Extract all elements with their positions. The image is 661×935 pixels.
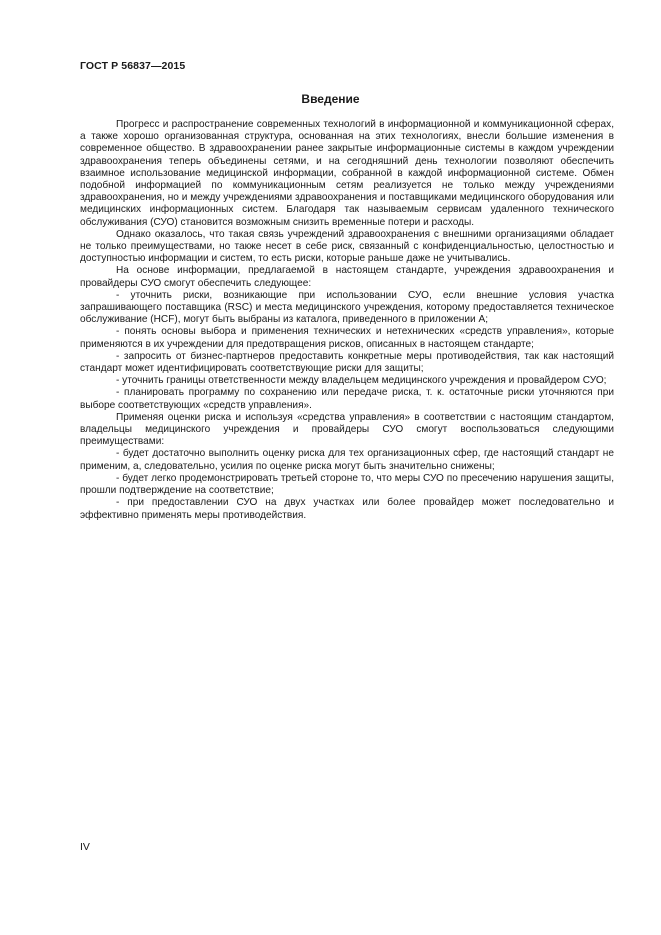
paragraph: Применяя оценки риска и используя «средства управления» в соответствии с настоящим стандартом, владельцы медицинского учреждения и провайдеры СУО смогут воспользоваться следующими преимуществами:	[80, 411, 614, 448]
body-text	[80, 119, 614, 522]
paragraph: Прогресс и распространение современных технологий в информационной и коммуникационной сферах, а также хорошо организованная структура, основанная на этих технологиях, внесли большие изменения в современное общество. В здравоохранении ранее закрытые информационные системы в каждом учреждении здравоохранения теперь объединены сетями, и на сегодняшний день технологии позволяют обеспечить взаимное использование медицинской информации, собранной в каждой информационной системе. Обмен подобной информацией по коммуникационным сетям реализуется не только между учреждениями здравоохранения, но и между учреждениями здравоохранения и поставщиками медицинского оборудования или медицинских информационных систем. Благодаря так называемым сервисам удаленного технического обслуживания (СУО) становится возможным снизить временные потери и расходы.	[80, 119, 614, 228]
list-item: - планировать программу по сохранению или передаче риска, т. к. остаточные риски уточняются при выборе соответствующих «средств управления».	[80, 387, 614, 411]
list-item: - уточнить границы ответственности между владельцем медицинского учреждения и провайдером СУО;	[116, 375, 607, 387]
section-title: Введение	[301, 92, 360, 106]
paragraph: На основе информации, предлагаемой в настоящем стандарте, учреждения здравоохранения и провайдеры СУО смогут обеспечить следующее:	[80, 265, 614, 289]
list-item: - понять основы выбора и применения технических и нетехнических «средств управления», которые применяются в их учреждении для предотвращения рисков, описанных в настоящем стандарте;	[80, 326, 614, 350]
list-item: - уточнить риски, возникающие при использовании СУО, если внешние условия участка запрашивающего поставщика (RSC) и места медицинского учреждения, которому предоставляется техническое обслуживание (HCF), могут быть выбраны из каталога, приведенного в приложении А;	[80, 289, 614, 326]
document-code: ГОСТ Р 56837—2015	[80, 60, 186, 72]
list-item: - будет достаточно выполнить оценку риска для тех организационных сфер, где настоящий стандарт не применим, а, следовательно, усилия по оценке риска могут быть значительно снижены;	[80, 448, 614, 472]
list-item: - запросить от бизнес-партнеров предоставить конкретные меры противодействия, так как настоящий стандарт может идентифицировать соответствующие риски для защиты;	[80, 350, 614, 375]
page-number: IV	[80, 841, 90, 853]
paragraph: Однако оказалось, что такая связь учреждений здравоохранения с внешними организациями обладает не только преимуществами, но также несет в себе риск, связанный с конфиденциальностью, целостностью и доступностью информации и систем, то есть риски, которые раньше даже не учитывались.	[80, 228, 614, 265]
list-item: - при предоставлении СУО на двух участках или более провайдер может последовательно и эффективно применять меры противодействия.	[80, 497, 614, 521]
list-item: - будет легко продемонстрировать третьей стороне то, что меры СУО по пресечению нарушения защиты, прошли подтверждение на соответствие;	[80, 472, 614, 497]
